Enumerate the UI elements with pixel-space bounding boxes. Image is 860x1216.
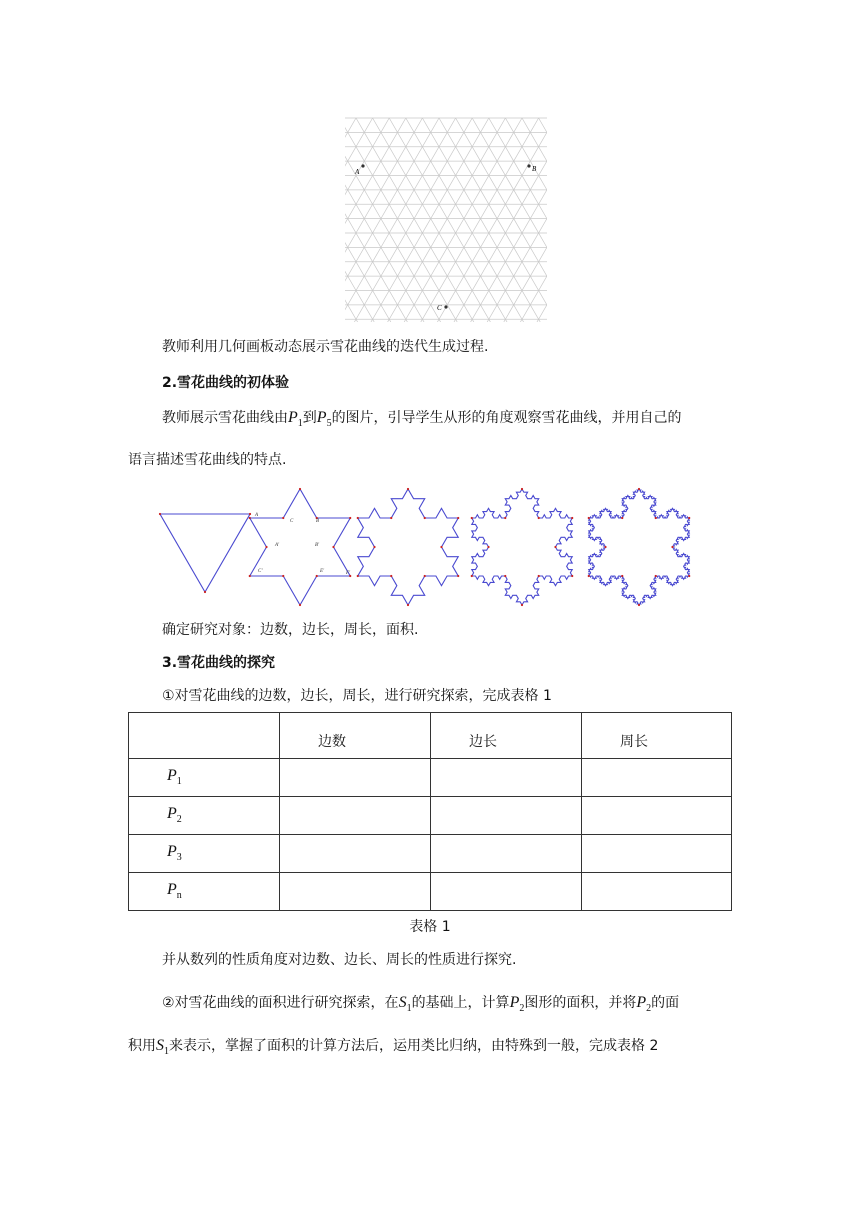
table-row — [129, 835, 732, 873]
snowflake-vertex-dot — [538, 517, 540, 519]
snowflake-vertex-dot — [487, 546, 489, 548]
snow-label-b2: B' — [315, 543, 320, 548]
snowflake-vertex-dot — [457, 575, 459, 577]
snowflake-vertex-dot — [571, 517, 573, 519]
grid-line — [457, 118, 547, 322]
snowflake-vertex-dot — [407, 488, 409, 490]
table-row — [129, 873, 732, 911]
grid-line — [345, 118, 404, 322]
grid-line — [345, 118, 355, 322]
snowflake-vertex-dot — [159, 513, 161, 515]
paragraph-table1-intro: ①对雪花曲线的边数，边长，周长，进行研究探索，完成表格 1 — [162, 688, 552, 704]
table-row-label: $P_1$ — [167, 767, 182, 788]
snowflake-vertex-dot — [299, 488, 301, 490]
snowflake-vertex-dot — [688, 575, 690, 577]
grid-line — [345, 118, 472, 322]
snow-label-a: A — [255, 513, 259, 518]
table-cell — [280, 835, 431, 873]
snow-label-c: C — [290, 519, 294, 524]
grid-line — [474, 118, 547, 322]
grid-line — [345, 118, 547, 322]
snow-label-b: B — [316, 519, 320, 524]
snowflake-vertex-dot — [688, 517, 690, 519]
table-cell — [582, 797, 732, 835]
snow-label-f2: F' — [346, 571, 351, 576]
grid-line — [345, 118, 439, 322]
table-header-perimeter: 周长 — [582, 713, 732, 759]
grid-line — [391, 118, 547, 322]
grid-line — [345, 118, 456, 322]
grid-line — [345, 118, 547, 322]
snowflake-vertex-dot — [357, 575, 359, 577]
svg-text:C: C — [437, 304, 442, 312]
snowflake-vertex-dot — [265, 546, 267, 548]
grid-line — [407, 118, 547, 322]
snowflake-vertex-dot — [204, 591, 206, 593]
table-row-label: $P_3$ — [167, 843, 182, 864]
grid-line — [357, 118, 547, 322]
snowflake-vertex-dot — [538, 575, 540, 577]
triangular-grid-figure — [345, 116, 547, 322]
snowflake-vertex-dot — [282, 575, 284, 577]
snowflake-vertex-dot — [471, 517, 473, 519]
snowflake-vertex-dot — [457, 517, 459, 519]
svg-text:A: A — [355, 168, 360, 176]
snowflake-vertex-dot — [504, 575, 506, 577]
snowflake-vertex-dot — [638, 604, 640, 606]
grid-line — [345, 118, 487, 322]
grid-line — [406, 118, 547, 322]
snowflake-vertex-dot — [349, 517, 351, 519]
table-row-label: $P_n$ — [167, 881, 182, 902]
table-cell — [280, 759, 431, 797]
table-cell — [582, 873, 732, 911]
snowflake-vertex-dot — [671, 546, 673, 548]
snowflake-iterations-figure — [150, 484, 720, 610]
grid-line — [345, 118, 547, 322]
snowflake-vertex-dot — [588, 575, 590, 577]
grid-line — [345, 118, 373, 322]
paragraph-geometer-demo: 教师利用几何画板动态展示雪花曲线的迭代生成过程. — [162, 339, 489, 355]
table-cell — [431, 873, 582, 911]
grid-line — [345, 118, 371, 322]
table-cell — [280, 873, 431, 911]
snowflake-iteration-1 — [160, 514, 250, 592]
table-cell — [582, 835, 732, 873]
snowflake-vertex-dot — [424, 575, 426, 577]
table-1-caption: 表格 1 — [409, 919, 451, 935]
snowflake-vertex-dot — [471, 575, 473, 577]
snowflake-iteration-2 — [250, 489, 350, 605]
snowflake-vertex-dot — [440, 546, 442, 548]
snowflake-vertex-dot — [504, 517, 506, 519]
snowflake-iteration-5 — [589, 489, 689, 605]
point-b — [527, 164, 537, 173]
snowflake-vertex-dot — [299, 604, 301, 606]
snowflake-vertex-dot — [521, 604, 523, 606]
section-heading-3: 3.雪花曲线的探究 — [162, 655, 276, 671]
snowflake-vertex-dot — [332, 546, 334, 548]
table-header-edges: 边数 — [280, 713, 431, 759]
snowflake-vertex-dot — [357, 517, 359, 519]
snowflake-vertex-dot — [638, 488, 640, 490]
snowflake-vertex-dot — [424, 517, 426, 519]
table-1 — [128, 712, 732, 911]
snowflake-vertex-dot — [604, 546, 606, 548]
grid-line — [345, 118, 389, 322]
snowflake-vertex-dot — [407, 604, 409, 606]
table-row — [129, 797, 732, 835]
snowflake-vertex-dot — [249, 575, 251, 577]
snowflake-vertex-dot — [249, 517, 251, 519]
grid-line — [522, 118, 547, 322]
paragraph-area-research: ②对雪花曲线的面积进行研究探索，在$S_1$的基础上，计算$P_2$图形的面积，并将$P_2$的面 — [162, 994, 680, 1015]
table-cell — [431, 835, 582, 873]
paragraph-show-snowflakes-line2: 语言描述雪花曲线的特点. — [128, 452, 287, 468]
table-header-row — [129, 713, 732, 759]
snowflake-vertex-dot — [390, 517, 392, 519]
table-cell — [280, 797, 431, 835]
snowflake-iteration-4 — [472, 489, 572, 605]
snowflake-vertex-dot — [621, 575, 623, 577]
grid-line — [345, 118, 489, 322]
paragraph-show-snowflakes: 教师展示雪花曲线由$P_1$到$P_5$的图片，引导学生从形的角度观察雪花曲线，并用自己的 — [162, 409, 682, 430]
snowflake-vertex-dot — [588, 517, 590, 519]
snowflake-vertex-dot — [249, 513, 251, 515]
svg-text:B: B — [532, 165, 537, 173]
snowflake-vertex-dot — [621, 517, 623, 519]
snowflake-vertex-dot — [655, 575, 657, 577]
grid-line — [456, 118, 547, 322]
snowflake-vertex-dot — [521, 488, 523, 490]
grid-line — [345, 118, 547, 322]
grid-line — [424, 118, 547, 322]
snowflake-vertex-dot — [390, 575, 392, 577]
snowflake-vertex-dot — [282, 517, 284, 519]
paragraph-sequence-properties: 并从数列的性质角度对边数、边长、周长的性质进行探究. — [162, 952, 517, 968]
snowflake-iteration-3 — [358, 489, 458, 605]
table-cell — [431, 797, 582, 835]
snowflake-vertex-dot — [655, 517, 657, 519]
snow-label-e2: E' — [320, 569, 325, 574]
grid-line — [356, 118, 547, 322]
table-row-label: $P_2$ — [167, 805, 182, 826]
snowflake-vertex-dot — [571, 575, 573, 577]
paragraph-area-research-line2: 积用$S_1$来表示，掌握了面积的计算方法后，运用类比归纳，由特殊到一般，完成表格 2 — [128, 1037, 659, 1058]
table-header-blank — [129, 713, 280, 759]
snowflake-vertex-dot — [373, 546, 375, 548]
grid-line — [422, 118, 547, 322]
snowflake-vertex-dot — [554, 546, 556, 548]
paragraph-research-objects: 确定研究对象：边数，边长，周长，面积. — [162, 622, 419, 638]
grid-line — [505, 118, 547, 322]
table-cell — [431, 759, 582, 797]
snow-label-a2: A' — [275, 543, 280, 548]
snowflake-vertex-dot — [316, 575, 318, 577]
snow-label-c2: C' — [258, 569, 263, 574]
grid-line — [472, 118, 547, 322]
table-cell — [582, 759, 732, 797]
table-header-edge-length: 边长 — [431, 713, 582, 759]
section-heading-2: 2.雪花曲线的初体验 — [162, 375, 290, 391]
table-row — [129, 759, 732, 797]
